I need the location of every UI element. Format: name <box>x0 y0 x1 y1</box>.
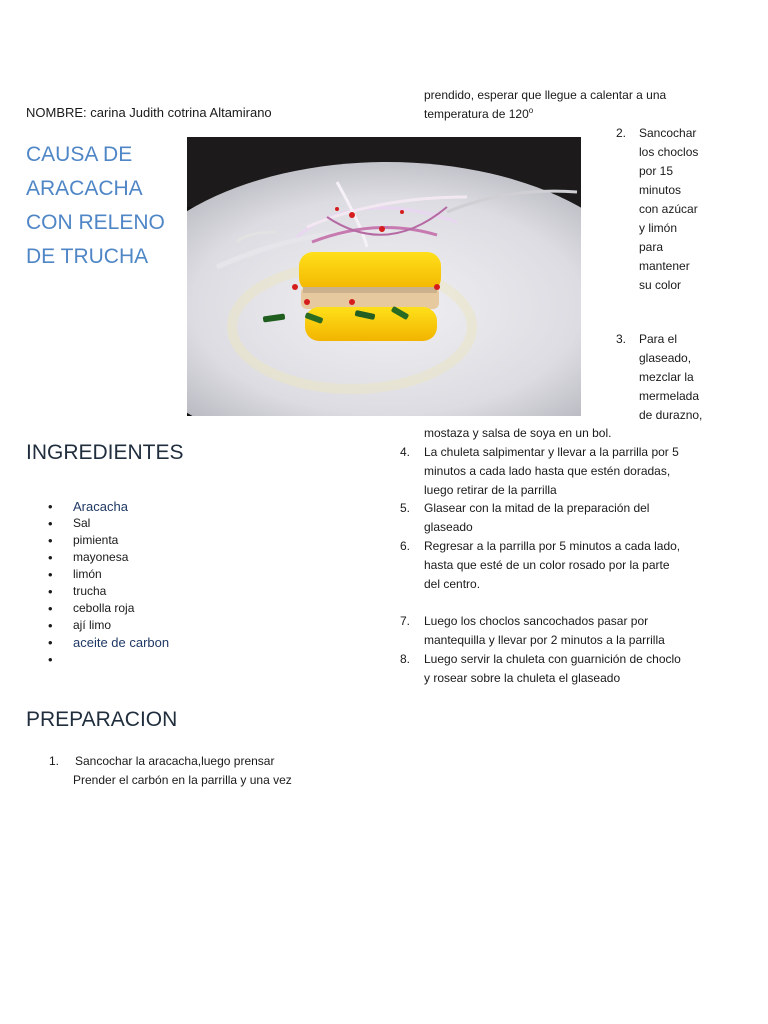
title-line: ARACACHA <box>26 177 143 200</box>
step-text-line: Glasear con la mitad de la preparación del <box>424 501 650 515</box>
step-text-line: y rosear sobre la chuleta el glaseado <box>424 671 621 685</box>
dish-photo <box>187 137 581 416</box>
step-text-line: La chuleta salpimentar y llevar a la parrilla por 5 <box>424 445 679 459</box>
step-text <box>424 650 681 688</box>
step-text-line: mostaza y salsa de soya en un bol. <box>424 426 612 440</box>
degree-mark: o <box>528 106 534 115</box>
step-text-line: Prender el carbón en la parrilla y una vez <box>73 773 292 787</box>
step-text-line: Sancochar la aracacha,luego prensar <box>75 754 275 768</box>
title-line: DE TRUCHA <box>26 245 149 268</box>
step-text-line: minutos <box>639 183 682 197</box>
step-number: 2. <box>616 126 627 140</box>
preparation-step-8 <box>400 650 720 690</box>
step-number: 1. <box>49 754 60 768</box>
title-line: CAUSA DE <box>26 143 133 166</box>
step-text-line: y limón <box>639 221 678 235</box>
preparation-step-6 <box>400 537 720 597</box>
step-text-line: Sancochar <box>639 126 697 140</box>
step-text-line: de durazno, <box>639 408 703 422</box>
step-text-line <box>424 105 666 124</box>
step-text-line: hasta que esté de un color rosado por la parte <box>424 558 670 572</box>
list-item <box>48 651 169 668</box>
step-text-line: minutos a cada lado hasta que estén doradas, <box>424 464 671 478</box>
list-item: • aceite de carbon <box>48 634 169 651</box>
list-item: • trucha <box>48 583 169 600</box>
step-text-line: del centro. <box>424 577 481 591</box>
step-1-continuation <box>424 86 666 124</box>
temperature-text: temperatura de 120 <box>424 107 529 121</box>
step-text-line: con azúcar <box>639 202 698 216</box>
step-text-line: glaseado <box>424 520 473 534</box>
step-text-line: su color <box>639 278 682 292</box>
step-text-line: Para el <box>639 332 678 346</box>
step-text <box>424 443 679 500</box>
step-text <box>424 537 680 594</box>
preparation-step-7 <box>400 612 720 652</box>
step-text-line: Regresar a la parrilla por 5 minutos a cada lado, <box>424 539 681 553</box>
list-item: • mayonesa <box>48 549 169 566</box>
step-number: 5. <box>400 501 411 515</box>
step-text-line: los choclos <box>639 145 699 159</box>
author-name-line: NOMBRE: carina Judith cotrina Altamirano <box>26 105 272 120</box>
preparation-step-3 <box>616 330 736 430</box>
ingredients-list <box>48 498 169 668</box>
step-number: 4. <box>400 445 411 459</box>
preparation-heading: PREPARACION <box>26 708 178 731</box>
step-number: 7. <box>400 614 411 628</box>
step-text <box>639 124 698 295</box>
step-text-line: para <box>639 240 664 254</box>
step-text-line: prendido, esperar que llegue a calentar a una <box>424 88 667 102</box>
step-text <box>424 499 649 537</box>
list-item: • Aracacha <box>48 498 169 515</box>
step-text-line: Luego los choclos sancochados pasar por <box>424 614 649 628</box>
list-item: • limón <box>48 566 169 583</box>
list-item: • ají limo <box>48 617 169 634</box>
step-text-line: mezclar la <box>639 370 694 384</box>
step-text-line: Luego servir la chuleta con guarnición de choclo <box>424 652 681 666</box>
preparation-step-2 <box>616 124 726 304</box>
list-item: • cebolla roja <box>48 600 169 617</box>
ingredients-heading: INGREDIENTES <box>26 441 184 464</box>
step-text-line: por 15 <box>639 164 674 178</box>
step-number: 6. <box>400 539 411 553</box>
recipe-title <box>26 138 186 274</box>
step-text-line: mantener <box>639 259 690 273</box>
step-text-line: glaseado, <box>639 351 692 365</box>
title-line: CON RELENO <box>26 211 165 234</box>
step-text-line: mermelada <box>639 389 700 403</box>
step-text <box>639 330 702 425</box>
preparation-step-4 <box>400 443 720 503</box>
step-number: 3. <box>616 332 627 346</box>
step-text-line: luego retirar de la parrilla <box>424 483 557 497</box>
list-item: • Sal <box>48 515 169 532</box>
preparation-step-5 <box>400 499 720 539</box>
step-number: 8. <box>400 652 411 666</box>
step-text-line: mantequilla y llevar por 2 minutos a la parrilla <box>424 633 665 647</box>
list-item: • pimienta <box>48 532 169 549</box>
step-text <box>424 612 665 650</box>
